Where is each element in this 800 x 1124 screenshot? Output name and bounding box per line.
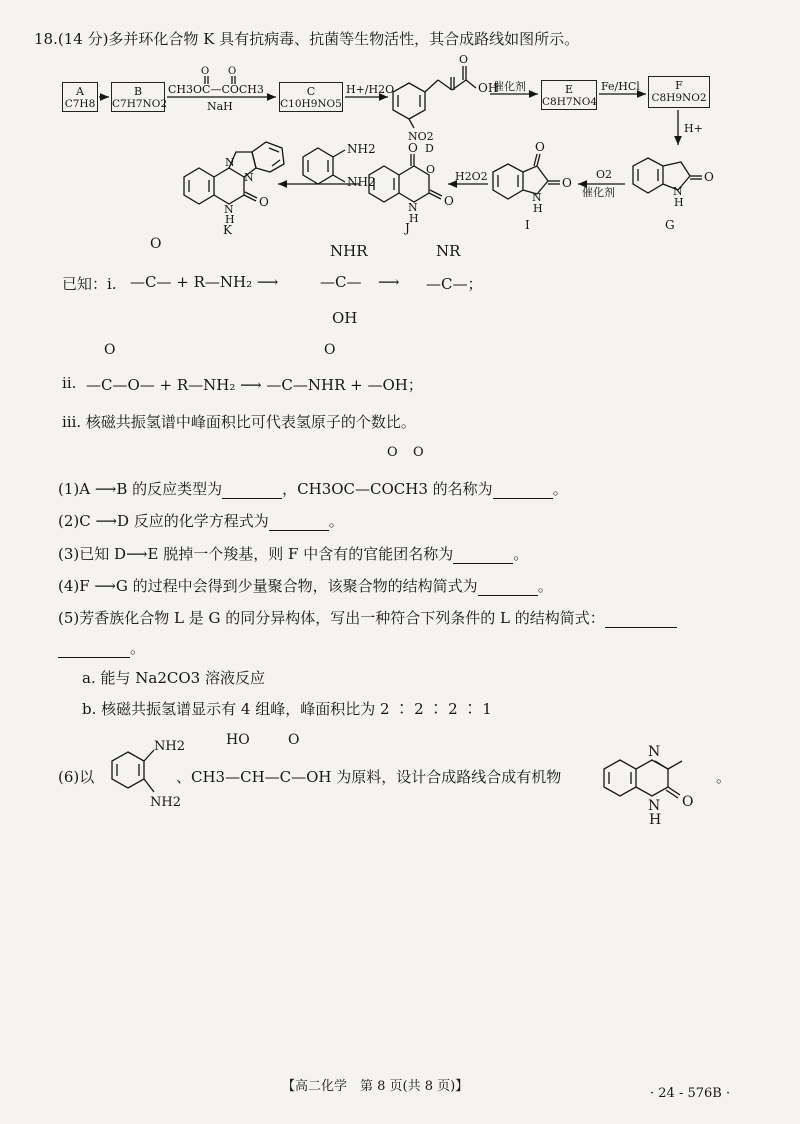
g-label: G xyxy=(665,218,675,232)
opd-nh2-top: NH2 xyxy=(347,142,376,156)
compound-c-formula: C10H9NO5 xyxy=(280,98,342,110)
q5-line xyxy=(58,607,677,628)
compound-b-formula: C7H7NO2 xyxy=(112,98,168,110)
k-h-label: H xyxy=(225,213,235,226)
q6-target-n1: N xyxy=(648,744,661,760)
q2-text-b: 。 xyxy=(328,512,344,530)
i-o2-label: O xyxy=(562,176,572,190)
g-o-label: O xyxy=(704,170,714,184)
q3-line xyxy=(58,543,528,564)
q2-line xyxy=(58,510,344,531)
compound-a-letter: A xyxy=(76,85,84,98)
q6-target-o: O xyxy=(682,794,694,810)
q6-opd-nh2-top: NH2 xyxy=(154,739,185,754)
reagent-fg: H+ xyxy=(684,122,703,135)
k-n2-label: N xyxy=(244,171,254,184)
reagent-bc-o1: O xyxy=(201,66,210,77)
known-i-arrow: ⟶ xyxy=(378,273,400,291)
j-ring-o-label: O xyxy=(426,163,436,176)
q1-o2: O xyxy=(413,445,424,460)
compound-f-formula: C8H9NO2 xyxy=(651,92,707,104)
q1-text-a: (1)A ⟶B 的反应类型为 xyxy=(58,480,223,498)
q5-line-2 xyxy=(58,637,145,658)
d-label: D xyxy=(425,142,434,155)
i-n-label: N xyxy=(532,191,542,204)
known-i-mid-top: NHR xyxy=(330,242,368,260)
q6-ho: HO xyxy=(226,732,250,748)
synthesis-scheme-graphic xyxy=(0,0,800,240)
q1-line xyxy=(58,478,568,499)
compound-b-letter: B xyxy=(133,85,143,98)
reagent-bc-bottom: NaH xyxy=(207,100,233,113)
q6-opd-nh2-bottom: NH2 xyxy=(150,795,181,810)
known-ii-label: ⅱ. xyxy=(62,374,77,392)
d-oh-label: OH xyxy=(478,81,499,95)
ring-k-right xyxy=(252,142,284,172)
reagent-de: 催化剂 xyxy=(493,80,526,93)
q5-condition-a: a. 能与 Na2CO3 溶液反应 xyxy=(82,669,265,687)
j-label: J xyxy=(405,221,410,235)
q6-target-h: H xyxy=(649,812,662,828)
compound-a-formula: C7H8 xyxy=(64,98,96,110)
footer-page-info: 【高二化学 第 8 页(共 8 页)】 xyxy=(282,1079,469,1094)
q1-text-b: ，CH3OC—COCH3 的名称为 xyxy=(282,480,493,498)
q3-text-b: 。 xyxy=(513,545,529,563)
compound-e-formula: C8H7NO4 xyxy=(542,96,598,108)
q6-opd-structure xyxy=(90,730,190,820)
q6-target-quinoxalinone xyxy=(598,730,718,830)
question-points: (14 分) xyxy=(57,30,109,48)
j-n-label: N xyxy=(408,201,418,214)
q2-answer-blank[interactable] xyxy=(269,530,329,531)
compound-e-letter: E xyxy=(564,83,574,96)
known-i-prod-top: NR xyxy=(436,242,461,260)
footer-code: · 24 - 576B · xyxy=(650,1086,731,1101)
q1-o1: O xyxy=(387,445,398,460)
question-number: 18. xyxy=(34,30,58,48)
q2-text-a: (2)C ⟶D 反应的化学方程式为 xyxy=(58,512,269,530)
reagent-bc-o2: O xyxy=(228,66,237,77)
compound-f-letter: F xyxy=(675,79,683,92)
q6-text-b: 、CH3—CH—C—OH 为原料，设计合成路线合成有机物 xyxy=(176,768,562,786)
q4-line xyxy=(58,575,553,596)
known-i-mid-bottom: OH xyxy=(332,309,358,327)
question-text: 多并环化合物 K 具有抗病毒、抗菌等生物活性，其合成路线如图所示。 xyxy=(108,30,580,48)
q1-answer-blank-1[interactable] xyxy=(222,498,282,499)
q5-answer-blank-1[interactable] xyxy=(605,627,677,628)
q3-text-a: (3)已知 D⟶E 脱掉一个羧基，则 F 中含有的官能团名称为 xyxy=(58,545,454,563)
known-i-prod: —C—； xyxy=(426,275,483,293)
i-label: I xyxy=(525,218,530,232)
q5-condition-b: b. 核磁共振氢谱显示有 4 组峰，峰面积比为 2 ∶ 2 ∶ 2 ∶ 1 xyxy=(82,700,492,718)
q1-answer-blank-2[interactable] xyxy=(493,498,553,499)
known-i-mid: —C— xyxy=(320,273,362,291)
d-o-label: O xyxy=(459,53,469,66)
j-o1-label: O xyxy=(408,141,418,155)
q5-text-a: (5)芳香族化合物 L 是 G 的同分异构体，写出一种符合下列条件的 L 的结构简式： xyxy=(58,609,605,627)
q6-o: O xyxy=(288,732,300,748)
q6-target-n2: N xyxy=(648,798,661,814)
d-no2-label: NO2 xyxy=(408,130,434,143)
q4-answer-blank[interactable] xyxy=(478,595,538,596)
j-h-label: H xyxy=(409,212,419,225)
reagent-cd: H+/H2O xyxy=(346,83,395,96)
q5-text-b: 。 xyxy=(130,639,146,657)
k-label: K xyxy=(223,223,232,237)
reagent-ef: Fe/HCl xyxy=(601,80,640,93)
known-i-o: O xyxy=(150,236,162,252)
i-h-label: H xyxy=(533,202,543,215)
q4-text-b: 。 xyxy=(537,577,553,595)
reagent-ij: H2O2 xyxy=(455,170,488,183)
known-i-reactant: —C— + R—NH₂ ⟶ xyxy=(130,273,279,291)
q4-text-a: (4)F ⟶G 的过程中会得到少量聚合物，该聚合物的结构简式为 xyxy=(58,577,478,595)
known-ii-o1: O xyxy=(104,342,116,358)
known-ii-text: —C—O— + R—NH₂ ⟶ —C—NHR + —OH； xyxy=(86,376,423,394)
reagent-bc-top: CH3OC—COCH3 xyxy=(168,83,264,96)
q6-text-a: (6)以 xyxy=(58,768,95,786)
known-iii-text: ⅲ. 核磁共振氢谱中峰面积比可代表氢原子的个数比。 xyxy=(62,413,416,431)
k-n1-label: N xyxy=(225,156,235,169)
q5-answer-blank-2[interactable] xyxy=(58,657,130,658)
g-h-label: H xyxy=(674,196,684,209)
q6-text-c: 。 xyxy=(716,768,732,786)
i-o1-label: O xyxy=(535,140,545,154)
k-n3-label: N xyxy=(224,203,234,216)
compound-c-letter: C xyxy=(306,85,316,98)
j-o2-label: O xyxy=(444,194,454,208)
q3-answer-blank[interactable] xyxy=(453,563,513,564)
g-n-label: N xyxy=(673,185,683,198)
known-lead: 已知：ⅰ. xyxy=(62,275,117,293)
q1-text-c: 。 xyxy=(552,480,568,498)
reagent-gi-top: O2 xyxy=(596,168,613,181)
k-o-label: O xyxy=(259,195,269,209)
known-ii-o2: O xyxy=(324,342,336,358)
reagent-gi-bottom: 催化剂 xyxy=(582,186,615,199)
opd-nh2-bottom: NH2 xyxy=(347,175,376,189)
